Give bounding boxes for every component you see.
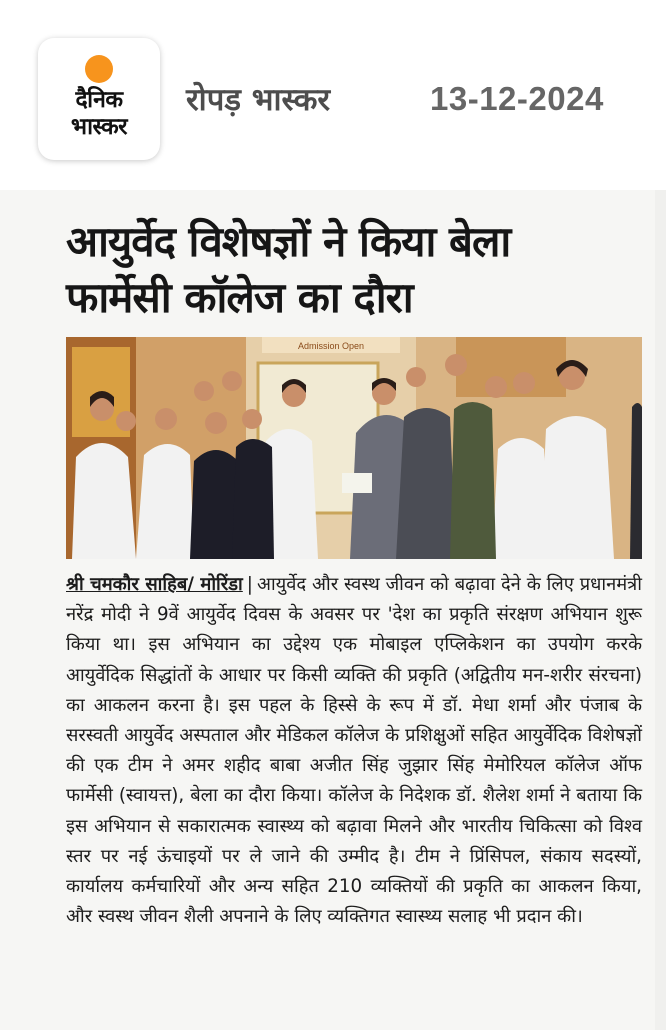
article-photo <box>66 337 642 559</box>
article-dateline: श्री चमकौर साहिब/ मोरिंडा <box>66 574 243 595</box>
header-bar <box>0 0 666 190</box>
logo-text-line2: भास्कर <box>70 114 128 140</box>
sun-icon <box>85 55 113 83</box>
adjacent-column-edge <box>655 190 666 1030</box>
article-text: आयुर्वेद और स्वस्थ जीवन को बढ़ावा देने के लिए प्रधानमंत्री नरेंद्र मोदी ने 9वें आयुर्वेद दिवस के अवसर पर 'देश का प्रकृति संरक्षण अभियान शुरू किया था। इस अभियान का उद्देश्य एक मोबाइल एप्लिकेशन का उपयोग करके आयुर्वेदिक सिद्धांतों के आधार पर किसी व्यक्ति की प्रकृति (अद्वितीय मन-शरीर संरचना) का आकलन करना है। इस पहल के हिस्से के रूप में डॉ. मेधा शर्मा और पंजाब के सरस्वती आयुर्वेद अस्पताल और मेडिकल कॉलेज के प्रशिक्षुओं सहित आयुर्वेदिक विशेषज्ञों की एक टीम ने अमर शहीद बाबा अजीत सिंह जुझार सिंह मेमोरियल कॉलेज ऑफ फार्मेसी (स्वायत्त), बेला का दौरा किया। कॉलेज के निदेशक डॉ. शैलेश शर्मा ने बताया कि इस अभियान से सकारात्मक स्वास्थ्य को बढ़ावा मिलने और भारतीय चिकित्सा को विश्व स्तर पर नई ऊंचाइयों पर ले जाने की उम्मीद है। टीम ने प्रिंसिपल, संकाय सदस्यों, कार्यालय कर्मचारियों और अन्य सहित 210 व्यक्तियों की प्रकृति का आकलन किया, और स्वस्थ जीवन शैली अपनाने के लिए व्यक्तिगत स्वास्थ्य सलाह भी प्रदान की। <box>66 574 643 928</box>
logo-text-line1: दैनिक <box>75 87 123 113</box>
article-body <box>66 570 642 932</box>
edition-name: रोपड़ भास्कर <box>186 82 331 118</box>
article-headline: आयुर्वेद विशेषज्ञों ने किया बेला फार्मेसी कॉलेज का दौरा <box>66 217 511 322</box>
photo-banner-text: Admission Open <box>297 341 365 351</box>
dateline-separator: | <box>246 574 253 595</box>
publication-date: 13-12-2024 <box>430 80 604 117</box>
group-photo-illustration <box>66 337 642 559</box>
dainik-bhaskar-logo <box>38 38 160 160</box>
